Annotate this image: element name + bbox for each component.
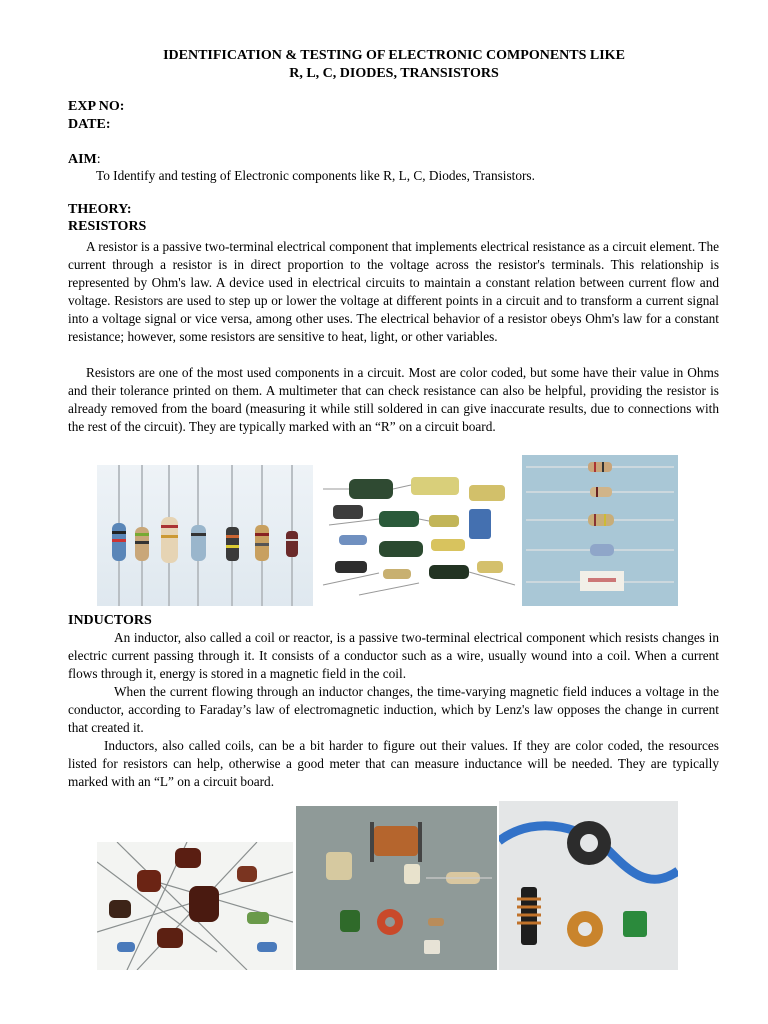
inductors-heading: INDUCTORS: [68, 613, 152, 628]
title-line-1: IDENTIFICATION & TESTING OF ELECTRONIC COMPONENTS LIKE: [163, 48, 625, 63]
resistors-paragraph-1: A resistor is a passive two-terminal electrical component that implements electrical resistance as a circuit element. The current through a resistor is in direct proportion to the voltage across the resistor's terminals. This relationship is represented by Ohm's law. A device used in electrical circuits to maintain a constant relation between current flow and voltage. Resistors are used to step up or lower the voltage at different points in a circuit and to transform a current signal into a voltage signal or vice versa, among other uses. The electrical behavior of a resistor obeys Ohm's law for a constant resistance; however, some resistors are sensitive to heat, light, or other variables.: [68, 239, 719, 344]
resistor-row-photo: [97, 465, 313, 606]
page-title: [60, 47, 728, 83]
aim-heading: [68, 151, 101, 168]
resistors-heading: RESISTORS: [68, 219, 147, 234]
exp-no-label: EXP NO:: [68, 99, 125, 114]
inductors-paragraph-2: When the current flowing through an inductor changes, the time-varying magnetic field induces a voltage in the conductor, according to Faraday’s law of electromagnetic induction, which by Lenz's law opposes the change in current that created it.: [68, 684, 719, 735]
date-label: DATE:: [68, 117, 111, 132]
resistor-assortment-photo: [319, 465, 519, 606]
inductor-assortment-photo: [296, 806, 497, 970]
aim-text: To Identify and testing of Electronic components like R, L, C, Diodes, Transistors.: [96, 168, 535, 183]
inductors-paragraph-1: An inductor, also called a coil or reactor, is a passive two-terminal electrical component which resists changes in electric current passing through it. It consists of a conductor such as a wire, usually wound into a coil. When a current flows through it, energy is stored in a magnetic field in the coil.: [68, 630, 719, 681]
title-line-2: R, L, C, DIODES, TRANSISTORS: [289, 66, 499, 81]
aim-colon: :: [96, 152, 101, 167]
inductor-pile-photo: [97, 842, 293, 970]
inductors-paragraph-3: Inductors, also called coils, can be a bit harder to figure out their values. If they are color coded, the resources listed for resistors can help, otherwise a good meter that can measure inductance will be needed. They are typically marked with an “L” on a circuit board.: [68, 738, 719, 789]
theory-heading: THEORY:: [68, 202, 132, 217]
resistors-paragraph-2: Resistors are one of the most used components in a circuit. Most are color coded, but some have their value in Ohms and their tolerance printed on them. A multimeter that can check resistance can also be helpful, providing the resistor is already removed from the board (measuring it while still soldered in can give inaccurate results, due to connections with the rest of the circuit). They are typically marked with an “R” on a circuit board.: [68, 365, 719, 434]
aim-heading-text: AIM: [68, 152, 97, 167]
toroid-inductor-photo: [499, 801, 678, 970]
resistor-stack-photo: [522, 455, 678, 606]
